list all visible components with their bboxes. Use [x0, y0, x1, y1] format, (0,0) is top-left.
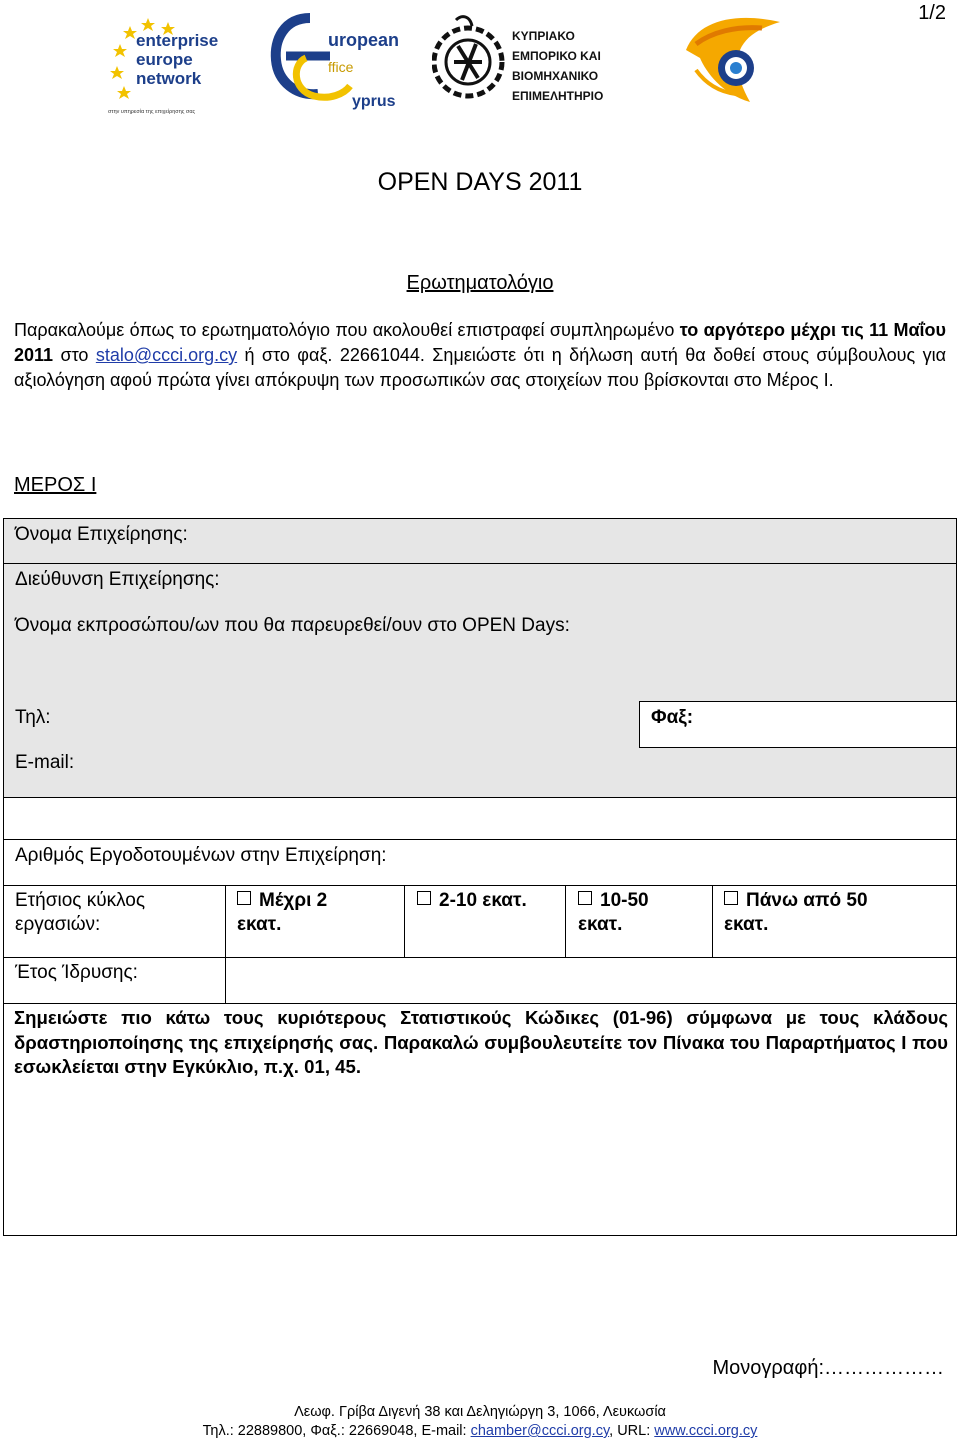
- turnover-option-over-50m[interactable]: [724, 889, 868, 937]
- initials-line: Μονογραφή:………………: [712, 1357, 944, 1379]
- representative-label: Όνομα εκπροσώπου/ων που θα παρευρεθεί/ουν στο OPEN Days:: [15, 615, 570, 636]
- svg-text:yprus: yprus: [352, 93, 396, 110]
- column-divider: [712, 885, 713, 957]
- svg-text:ffice: ffice: [328, 59, 354, 75]
- row-divider: [4, 797, 956, 798]
- row-divider: [4, 563, 956, 564]
- svg-text:ΒΙΟΜΗΧΑΝΙΚΟ: ΒΙΟΜΗΧΑΝΙΚΟ: [512, 69, 599, 83]
- option-label: 2-10 εκατ.: [439, 890, 527, 911]
- footer-contact-text: Τηλ.: 22889800, Φαξ.: 22669048, E-mail:: [202, 1423, 471, 1439]
- checkbox-icon[interactable]: [724, 891, 738, 905]
- turnover-label: Ετήσιος κύκλος εργασιών:: [15, 890, 146, 935]
- option-label: 10-50: [600, 890, 649, 911]
- page-number: 1/2: [918, 2, 946, 24]
- open-days-sun-logo: [676, 10, 786, 110]
- svg-text:enterprise: enterprise: [136, 31, 219, 50]
- footer-address: Λεωφ. Γρίβα Διγενή 38 και Δεληγιώργη 3, 1066, Λευκωσία: [294, 1404, 666, 1420]
- email-link[interactable]: stalo@ccci.org.cy: [95, 345, 238, 365]
- enterprise-europe-network-logo: [108, 10, 228, 116]
- row-divider: [639, 701, 956, 702]
- column-divider: [565, 885, 566, 957]
- option-label: εκατ.: [578, 914, 623, 935]
- employees-label: Αριθμός Εργοδοτουμένων στην Επιχείρηση:: [15, 845, 387, 866]
- checkbox-icon[interactable]: [578, 891, 592, 905]
- svg-text:network: network: [136, 69, 202, 88]
- column-divider: [639, 701, 640, 747]
- turnover-option-10-50m[interactable]: [578, 889, 649, 937]
- company-address-label: Διεύθυνση Επιχείρησης:: [15, 569, 220, 590]
- svg-text:ΕΠΙΜΕΛΗΤΗΡΙΟ: ΕΠΙΜΕΛΗΤΗΡΙΟ: [512, 89, 604, 103]
- option-label: Πάνω από 50: [746, 890, 868, 911]
- questionnaire-subtitle: Ερωτηματολόγιο: [406, 272, 554, 294]
- svg-text:ΕΜΠΟΡΙΚΟ ΚΑΙ: ΕΜΠΟΡΙΚΟ ΚΑΙ: [512, 49, 601, 63]
- option-label: εκατ.: [724, 914, 769, 935]
- intro-text: ή στο φαξ. 22661044. Σημειώστε ότι η δήλωση αυτή θα δοθεί στους σύμβουλους για αξιολόγηση αφού πρώτα γίνει απόκρυψη των προσωπικών σας στοιχείων που βρίσκονται στο Μέρος Ι.: [14, 345, 946, 390]
- checkbox-icon[interactable]: [237, 891, 251, 905]
- intro-deadline: το αργότερο μέχρι τις 11 Μαΐου 2011: [14, 320, 946, 365]
- european-office-cyprus-logo: [270, 10, 402, 110]
- section-heading: ΜΕΡΟΣ Ι: [14, 474, 97, 496]
- cyprus-chamber-of-commerce-logo: [432, 10, 628, 110]
- svg-text:uropean: uropean: [328, 30, 400, 50]
- option-label: εκατ.: [237, 914, 282, 935]
- fax-label: Φαξ:: [651, 707, 694, 728]
- row-divider: [4, 885, 956, 886]
- email-field[interactable]: [4, 747, 956, 797]
- phone-field[interactable]: [4, 701, 639, 747]
- statistical-codes-field[interactable]: [4, 1089, 956, 1235]
- founding-year-field[interactable]: [226, 958, 956, 1003]
- intro-paragraph: [14, 318, 946, 393]
- column-divider: [404, 885, 405, 957]
- company-name-label: Όνομα Επιχείρησης:: [15, 524, 188, 545]
- phone-label: Τηλ:: [15, 707, 51, 728]
- footer-contact-text: , URL:: [609, 1423, 655, 1439]
- svg-text:ΚΥΠΡΙΑΚΟ: ΚΥΠΡΙΑΚΟ: [512, 29, 575, 43]
- footer-contact: [0, 1423, 960, 1439]
- founding-year-label: Έτος Ίδρυσης:: [15, 962, 138, 983]
- option-label: Μέχρι 2: [259, 890, 328, 911]
- email-label: E-mail:: [15, 752, 75, 773]
- intro-text: στο: [53, 345, 96, 365]
- statistical-codes-instructions: Σημειώστε πιο κάτω τους κυριότερους Στατιστικούς Κώδικες (01-96) σύμφωνα με τους κλάδους δραστηριοποίησης της επιχείρησής σας. Παρακαλώ συμβουλευτείτε τον Πίνακα του Παραρτήματος Ι που εσωκλείεται στην Εγκύκλιο, π.χ. 01, 45.: [14, 1007, 948, 1077]
- intro-text: Παρακαλούμε όπως το ερωτηματολόγιο που ακολουθεί επιστραφεί συμπληρωμένο: [14, 320, 680, 340]
- chamber-email-link[interactable]: chamber@ccci.org.cy: [470, 1423, 610, 1439]
- svg-text:europe: europe: [136, 50, 193, 69]
- turnover-option-up-to-2m[interactable]: [237, 889, 327, 937]
- contact-info-shaded-area: [4, 519, 956, 701]
- website-link[interactable]: www.ccci.org.cy: [654, 1423, 758, 1439]
- turnover-option-2-10m[interactable]: [417, 889, 527, 913]
- page-title: OPEN DAYS 2011: [377, 168, 583, 196]
- row-divider: [4, 839, 956, 840]
- row-divider: [639, 747, 956, 748]
- row-divider: [4, 1003, 956, 1004]
- registration-form-table: [3, 518, 957, 1236]
- checkbox-icon[interactable]: [417, 891, 431, 905]
- svg-text:στην υπηρεσία της επιχείρησης: στην υπηρεσία της επιχείρησης σας: [108, 109, 196, 115]
